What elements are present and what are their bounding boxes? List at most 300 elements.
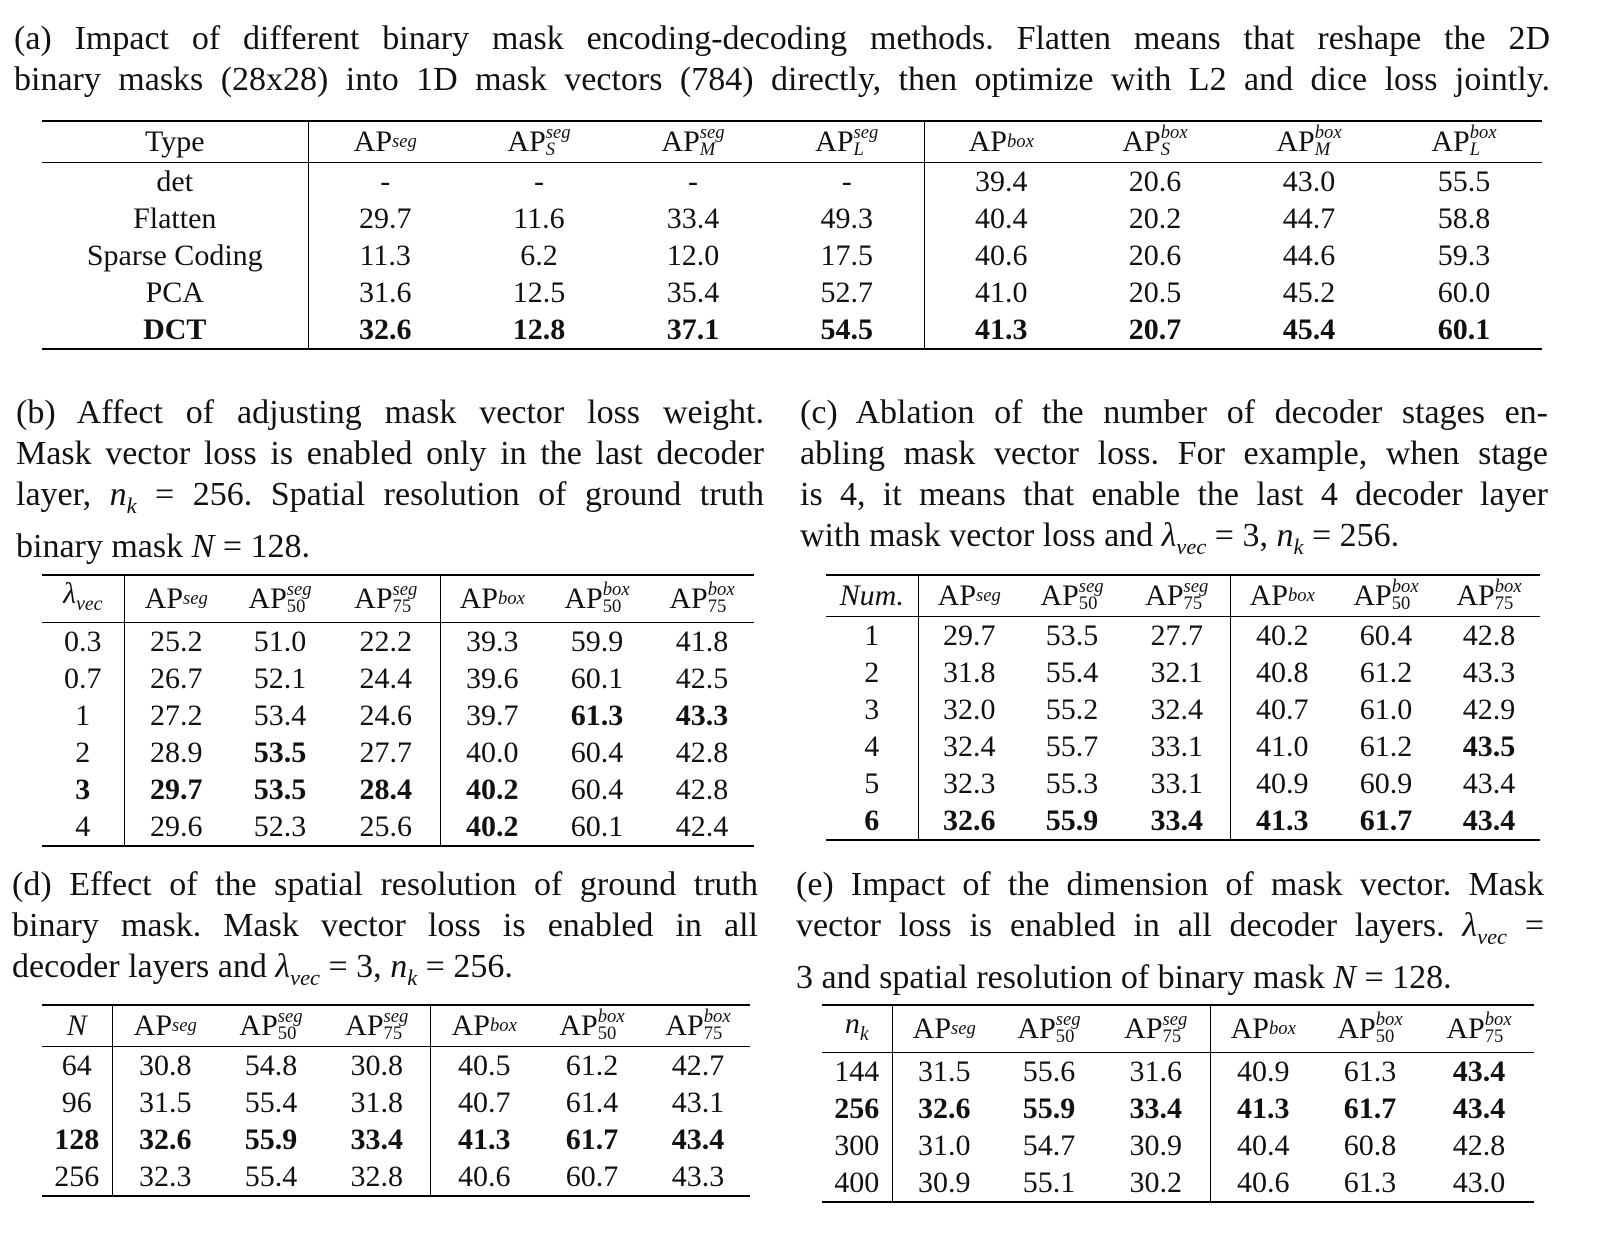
- ap-base: AP: [1122, 124, 1161, 158]
- table-cell: 60.1: [570, 810, 624, 843]
- table-cell: 55.4: [244, 1086, 298, 1119]
- ap-sup: box: [1160, 121, 1188, 143]
- table-cell: 31.5: [918, 1055, 971, 1088]
- table-cell: 54.7: [1022, 1129, 1076, 1162]
- ap-sub: 75: [1162, 1025, 1182, 1047]
- table-cell: 30.8: [139, 1049, 192, 1082]
- ap-base: AP: [1017, 1011, 1056, 1045]
- caption-d: [12, 864, 758, 998]
- ap-sup: seg: [699, 121, 725, 143]
- col-header-ap-seg-50: [218, 1005, 324, 1047]
- table-cell: 27.7: [332, 734, 440, 771]
- table-cell: 32.6: [918, 1092, 971, 1125]
- table-b-header: [42, 575, 754, 623]
- table-cell: 40.0: [466, 736, 519, 769]
- table-cell: 60.4: [1359, 619, 1413, 652]
- table-row: [42, 274, 1542, 311]
- table-row: [42, 237, 1542, 274]
- table-cell: 55.9: [1022, 1092, 1076, 1125]
- table-cell: 32.1: [1124, 654, 1230, 691]
- table-row: [42, 1158, 750, 1196]
- table-cell: 42.8: [1462, 619, 1516, 652]
- ap-sub: S: [1160, 138, 1171, 160]
- col-header-ap-box: [440, 575, 544, 623]
- table-row: [826, 654, 1540, 691]
- caption-d-line-2: binary mask. Mask vector loss is enabled in all: [12, 907, 758, 944]
- table-cell: 33.1: [1124, 728, 1230, 765]
- col-header-ap-seg: [308, 121, 462, 163]
- col-header-ap-box: [430, 1005, 538, 1047]
- table-cell: 59.3: [1437, 239, 1491, 272]
- table-row: [822, 1053, 1534, 1091]
- col-header-ap-seg-75: [1124, 575, 1230, 617]
- caption-b-line-2: Mask vector loss is enabled only in the last decoder: [16, 435, 764, 472]
- table-cell: 61.2: [565, 1049, 619, 1082]
- caption-e-line-3: 3 and spatial resolution of binary mask N = 128.: [796, 958, 1452, 996]
- col-header-ap-box-s: [1078, 121, 1232, 163]
- col-header-ap-seg-75: [1102, 1005, 1210, 1053]
- table-cell: 52.3: [253, 810, 307, 843]
- col-header-ap-seg-50: [1020, 575, 1124, 617]
- table-cell: 40.4: [1237, 1129, 1290, 1162]
- row-label: 64: [42, 1047, 112, 1085]
- row-label: 1: [42, 697, 124, 734]
- table-row: [822, 1090, 1534, 1127]
- row-label: 144: [822, 1053, 892, 1091]
- table-cell: 32.6: [139, 1123, 192, 1156]
- table-cell: 6.2: [520, 239, 558, 272]
- col-header-ap-box-50: [544, 575, 650, 623]
- table-cell: 58.8: [1437, 202, 1491, 235]
- ap-base: AP: [248, 581, 287, 615]
- table-cell: 42.4: [675, 810, 729, 843]
- table-cell: 32.8: [324, 1158, 430, 1196]
- table-cell: -: [770, 163, 924, 201]
- table-a: [42, 120, 1542, 350]
- table-cell: 61.3: [570, 699, 624, 732]
- table-cell: 40.5: [458, 1049, 511, 1082]
- row-label: 0.7: [42, 660, 124, 697]
- ap-sub: 50: [286, 595, 306, 617]
- row-label: 2: [826, 654, 918, 691]
- table-cell: 41.3: [975, 313, 1028, 346]
- table-cell: 32.0: [943, 693, 996, 726]
- caption-c-line-4: with mask vector loss and $\lambda_{vec} = 3$, $n_k = 256$.: [800, 517, 1400, 559]
- table-cell: 12.0: [666, 239, 720, 272]
- caption-d-line-1: (d) Effect of the spatial resolution of ground truth: [12, 866, 758, 903]
- table-cell: 55.5: [1437, 165, 1491, 198]
- table-cell: 60.9: [1359, 767, 1413, 800]
- ap-base: AP: [669, 581, 708, 615]
- table-cell: 11.6: [513, 202, 565, 235]
- table-cell: 61.3: [1343, 1055, 1397, 1088]
- table-cell: 31.6: [1102, 1053, 1210, 1091]
- table-cell: 40.6: [458, 1160, 511, 1193]
- ap-sup: box: [1269, 1017, 1296, 1039]
- col-header-ap-seg: [918, 575, 1020, 617]
- row-label: Flatten: [42, 200, 308, 237]
- ap-sub: 50: [1391, 592, 1411, 614]
- table-b-body: [42, 623, 754, 847]
- table-cell: 24.4: [332, 660, 440, 697]
- table-cell: -: [534, 165, 544, 198]
- ap-sub: 75: [383, 1022, 403, 1044]
- caption-c-line-2: abling mask vector loss. For example, when stage: [800, 435, 1548, 472]
- table-row: [42, 734, 754, 771]
- table-row: [42, 1121, 750, 1158]
- table-cell: 20.5: [1128, 276, 1182, 309]
- col-header-ap-seg-s: [462, 121, 616, 163]
- caption-e: [796, 864, 1544, 998]
- table-cell: 39.4: [975, 165, 1028, 198]
- ap-base: AP: [1249, 579, 1288, 612]
- table-cell: 43.3: [671, 1160, 725, 1193]
- table-cell: 43.4: [1452, 1092, 1506, 1125]
- table-cell: 31.8: [943, 656, 996, 689]
- ap-base: AP: [354, 581, 393, 615]
- table-cell: 20.7: [1128, 313, 1182, 346]
- table-cell: 55.9: [244, 1123, 298, 1156]
- table-cell: 40.9: [1256, 767, 1309, 800]
- row-label: DCT: [42, 311, 308, 349]
- table-row: [42, 163, 1542, 201]
- table-cell: 32.3: [943, 767, 996, 800]
- table-cell: 61.7: [565, 1123, 619, 1156]
- table-cell: 43.4: [1452, 1055, 1506, 1088]
- ap-base: AP: [912, 1012, 952, 1045]
- table-cell: 42.8: [675, 773, 729, 806]
- col-header-c-first: Num.: [826, 575, 918, 617]
- ap-base: AP: [1040, 578, 1079, 612]
- ap-sup: box: [1494, 575, 1522, 597]
- ap-sup: box: [703, 1005, 731, 1027]
- table-cell: 40.7: [1256, 693, 1309, 726]
- table-cell: 32.3: [139, 1160, 192, 1193]
- ap-sup: box: [1391, 575, 1419, 597]
- table-cell: 32.6: [359, 313, 412, 346]
- col-header-ap-seg-75: [332, 575, 440, 623]
- col-header-ap-seg-m: [616, 121, 770, 163]
- table-d: [42, 1004, 750, 1197]
- caption-c-line-3: is 4, it means that enable the last 4 decoder layer: [800, 476, 1548, 513]
- table-cell: 28.4: [332, 771, 440, 808]
- ap-sub: 50: [1055, 1025, 1075, 1047]
- table-cell: 20.6: [1128, 239, 1182, 272]
- table-cell: 33.4: [666, 202, 720, 235]
- row-label: 5: [826, 765, 918, 802]
- ap-sup: seg: [392, 130, 417, 152]
- table-cell: 44.6: [1282, 239, 1336, 272]
- row-label: 256: [42, 1158, 112, 1196]
- row-label: 3: [826, 691, 918, 728]
- table-cell: 61.4: [565, 1086, 619, 1119]
- table-cell: 60.4: [570, 736, 624, 769]
- table-cell: 43.3: [675, 699, 729, 732]
- table-cell: 37.1: [666, 313, 720, 346]
- row-label: 96: [42, 1084, 112, 1121]
- table-cell: 42.7: [671, 1049, 725, 1082]
- table-row: [42, 660, 754, 697]
- row-label: 6: [826, 802, 918, 840]
- caption-b-line-1: (b) Affect of adjusting mask vector loss weight.: [16, 394, 764, 431]
- col-header-ap-box: [924, 121, 1078, 163]
- ap-sub: M: [1314, 138, 1331, 160]
- table-cell: 55.6: [1022, 1055, 1076, 1088]
- table-cell: 42.8: [675, 736, 729, 769]
- ap-base: AP: [1276, 124, 1315, 158]
- table-row: [42, 1047, 750, 1085]
- table-cell: 41.3: [1237, 1092, 1290, 1125]
- ap-sub: 75: [392, 595, 412, 617]
- ap-sub: 75: [703, 1022, 723, 1044]
- table-cell: 30.9: [1102, 1127, 1210, 1164]
- col-header-ap-box: [1210, 1005, 1316, 1053]
- table-cell: 43.4: [671, 1123, 725, 1156]
- table-d-header: [42, 1005, 750, 1047]
- table-cell: 61.3: [1343, 1166, 1397, 1199]
- col-header-ap-seg-l: [770, 121, 924, 163]
- table-cell: 29.6: [150, 810, 203, 843]
- caption-b-line-3: layer, $n_k = 256$. Spatial resolution of ground truth: [16, 476, 764, 518]
- table-a-header: [42, 121, 1542, 163]
- table-row: [822, 1127, 1534, 1164]
- table-cell: 30.9: [918, 1166, 971, 1199]
- row-label: 2: [42, 734, 124, 771]
- table-row: [42, 623, 754, 661]
- ap-base: AP: [665, 1008, 704, 1042]
- ap-sub: S: [545, 138, 556, 160]
- col-header-ap-box-75: [650, 575, 754, 623]
- table-cell: 55.1: [1022, 1166, 1076, 1199]
- ap-base: AP: [815, 124, 854, 158]
- table-cell: 43.4: [1462, 804, 1516, 837]
- table-cell: 33.4: [1102, 1090, 1210, 1127]
- table-cell: 49.3: [770, 200, 924, 237]
- table-cell: 53.5: [1045, 619, 1099, 652]
- table-cell: 26.7: [150, 662, 203, 695]
- ap-sub: 50: [602, 595, 622, 617]
- ap-sup: box: [498, 587, 525, 609]
- col-header-ap-box-75: [646, 1005, 750, 1047]
- table-row: [42, 311, 1542, 349]
- ap-base: AP: [661, 124, 700, 158]
- ap-base: AP: [451, 1009, 490, 1042]
- ap-base: AP: [144, 582, 184, 615]
- table-cell: 12.8: [512, 313, 566, 346]
- ap-sup: box: [1469, 121, 1497, 143]
- ap-sub: 75: [1494, 592, 1514, 614]
- ap-sup: box: [490, 1014, 517, 1036]
- table-cell: 29.7: [150, 773, 203, 806]
- col-header-ap-box: [1230, 575, 1334, 617]
- table-cell: 60.1: [1437, 313, 1491, 346]
- ap-sup: box: [1288, 584, 1315, 606]
- ap-sup: box: [597, 1005, 625, 1027]
- table-row: [42, 697, 754, 734]
- table-cell: 33.4: [1124, 802, 1230, 840]
- table-cell: 60.8: [1343, 1129, 1397, 1162]
- table-cell: 54.5: [770, 311, 924, 349]
- table-cell: 41.0: [975, 276, 1028, 309]
- ap-base: AP: [1337, 1011, 1376, 1045]
- table-cell: 40.4: [975, 202, 1028, 235]
- table-cell: 43.4: [1462, 767, 1516, 800]
- table-cell: 45.4: [1282, 313, 1336, 346]
- ap-base: AP: [559, 1008, 598, 1042]
- row-label: 4: [42, 808, 124, 846]
- table-cell: 22.2: [332, 623, 440, 661]
- table-cell: 55.2: [1045, 693, 1099, 726]
- table-cell: 61.2: [1359, 730, 1413, 763]
- col-header-d-first: N: [42, 1005, 112, 1047]
- table-cell: 41.8: [675, 625, 729, 658]
- table-cell: 32.4: [943, 730, 996, 763]
- table-cell: 43.3: [1462, 656, 1516, 689]
- table-row: [826, 802, 1540, 840]
- table-cell: 61.7: [1343, 1092, 1397, 1125]
- col-header-ap-box-50: [1334, 575, 1438, 617]
- table-cell: 30.2: [1102, 1164, 1210, 1202]
- ap-base: AP: [1431, 124, 1470, 158]
- ap-sup: box: [1484, 1008, 1512, 1030]
- caption-d-line-3: decoder layers and $\lambda_{vec} = 3$, $n_k = 256$.: [12, 948, 513, 990]
- table-cell: 41.3: [458, 1123, 511, 1156]
- table-cell: 51.0: [253, 625, 307, 658]
- ap-base: AP: [1124, 1011, 1163, 1045]
- table-cell: 61.0: [1359, 693, 1413, 726]
- ap-sup: box: [602, 578, 630, 600]
- ap-base: AP: [133, 1009, 173, 1042]
- ap-sub: 75: [707, 595, 727, 617]
- row-label: 4: [826, 728, 918, 765]
- table-cell: 31.5: [139, 1086, 192, 1119]
- ap-sup: seg: [172, 1014, 197, 1036]
- ap-sub: L: [1469, 138, 1481, 160]
- table-row: [42, 808, 754, 846]
- table-cell: 11.3: [359, 239, 411, 272]
- ap-sup: seg: [286, 578, 312, 600]
- table-cell: 40.2: [466, 773, 519, 806]
- caption-e-line-2: vector loss is enabled in all decoder layers. $\lambda_{vec}$ =: [796, 907, 1544, 949]
- table-row: [826, 691, 1540, 728]
- ap-sub: 50: [277, 1022, 297, 1044]
- ap-base: AP: [1353, 578, 1392, 612]
- ap-base: AP: [968, 125, 1007, 158]
- table-cell: 27.7: [1124, 617, 1230, 655]
- table-cell: 60.7: [565, 1160, 619, 1193]
- table-cell: 61.2: [1359, 656, 1413, 689]
- caption-b-line-4: binary mask N = 128.: [16, 527, 311, 565]
- col-header-ap-box-75: [1424, 1005, 1534, 1053]
- ap-sub: M: [699, 138, 716, 160]
- table-row: [42, 200, 1542, 237]
- ap-sup: seg: [1055, 1008, 1081, 1030]
- table-row: [42, 1084, 750, 1121]
- col-header-ap-box-l: [1386, 121, 1542, 163]
- table-e-header: [822, 1005, 1534, 1053]
- caption-a-line-1: (a) Impact of different binary mask encoding-decoding methods. Flatten means that reshape the 2D: [14, 20, 1550, 57]
- table-cell: 20.6: [1128, 165, 1182, 198]
- caption-c: [800, 392, 1548, 567]
- table-d-body: [42, 1047, 750, 1197]
- table-cell: 55.7: [1045, 730, 1099, 763]
- col-header-ap-box-50: [538, 1005, 646, 1047]
- ap-sup: seg: [1183, 575, 1209, 597]
- table-cell: 30.8: [324, 1047, 430, 1085]
- table-cell: 40.7: [458, 1086, 511, 1119]
- table-cell: 17.5: [770, 237, 924, 274]
- ap-base: AP: [459, 582, 498, 615]
- ap-sub: L: [853, 138, 864, 160]
- table-cell: 43.0: [1452, 1166, 1506, 1199]
- ap-sup: seg: [183, 587, 208, 609]
- table-cell: 41.3: [1256, 804, 1309, 837]
- col-header-ap-seg-50: [228, 575, 332, 623]
- ap-base: AP: [353, 125, 393, 158]
- table-row: [42, 771, 754, 808]
- table-cell: 29.7: [943, 619, 996, 652]
- caption-c-line-1: (c) Ablation of the number of decoder stages en-: [800, 394, 1548, 431]
- table-cell: 40.9: [1237, 1055, 1290, 1088]
- ap-base: AP: [345, 1008, 384, 1042]
- row-label: 256: [822, 1090, 892, 1127]
- ap-base: AP: [1456, 578, 1495, 612]
- col-header-ap-seg-75: [324, 1005, 430, 1047]
- table-cell: 61.7: [1359, 804, 1413, 837]
- ap-base: AP: [937, 579, 977, 612]
- caption-e-line-1: (e) Impact of the dimension of mask vector. Mask: [796, 866, 1544, 903]
- table-c: [826, 574, 1540, 841]
- ap-sub: 75: [1183, 592, 1203, 614]
- row-label: PCA: [42, 274, 308, 311]
- ap-sub: 50: [1375, 1025, 1395, 1047]
- row-label: 300: [822, 1127, 892, 1164]
- col-header-ap-seg: [892, 1005, 996, 1053]
- table-cell: 27.2: [150, 699, 203, 732]
- table-cell: 25.2: [150, 625, 203, 658]
- table-cell: 53.5: [253, 773, 307, 806]
- row-label: 1: [826, 617, 918, 655]
- ap-sup: seg: [545, 121, 571, 143]
- table-cell: 53.5: [253, 736, 307, 769]
- col-header-ap-seg-50: [996, 1005, 1102, 1053]
- ap-base: AP: [239, 1008, 278, 1042]
- table-cell: 31.6: [359, 276, 412, 309]
- row-label: 128: [42, 1121, 112, 1158]
- col-header-ap-box-75: [1438, 575, 1540, 617]
- table-cell: 55.9: [1045, 804, 1099, 837]
- table-e-body: [822, 1053, 1534, 1203]
- table-cell: 33.4: [324, 1121, 430, 1158]
- table-row: [822, 1164, 1534, 1202]
- table-cell: 32.4: [1124, 691, 1230, 728]
- table-cell: 40.8: [1256, 656, 1309, 689]
- table-cell: 52.1: [253, 662, 307, 695]
- ap-base: AP: [507, 124, 546, 158]
- ap-sup: seg: [1162, 1008, 1188, 1030]
- ap-sub: 50: [1078, 592, 1098, 614]
- ap-base: AP: [1230, 1012, 1269, 1045]
- table-a-body: [42, 163, 1542, 350]
- ap-base: AP: [1145, 578, 1184, 612]
- table-cell: 29.7: [359, 202, 412, 235]
- table-cell: 25.6: [332, 808, 440, 846]
- table-cell: 33.1: [1124, 765, 1230, 802]
- table-cell: 44.7: [1282, 202, 1336, 235]
- table-cell: 55.4: [1045, 656, 1099, 689]
- table-cell: 55.4: [244, 1160, 298, 1193]
- table-cell: 52.7: [770, 274, 924, 311]
